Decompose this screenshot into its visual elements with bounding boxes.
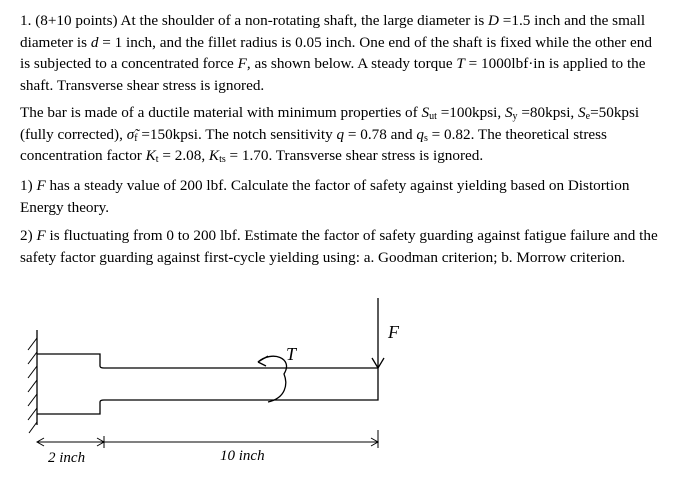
torque-label: T — [286, 344, 297, 364]
sub-ut: ut — [429, 111, 437, 122]
p1-eq-T: = 1000lbf·in is applied to the shaft. Transverse shear stress is ignored. — [20, 55, 646, 94]
shaft-diagram — [0, 290, 675, 477]
var-d: d — [90, 33, 99, 51]
p2-s9: = 1.70. Transverse shear stress is ignored. — [225, 147, 484, 164]
problem-statement — [20, 10, 665, 96]
q1-var-F: F — [36, 177, 46, 194]
torque-arc — [258, 356, 287, 402]
p2-s2: =100kpsi, — [436, 104, 505, 121]
p2-s8: = 2.08, — [158, 147, 209, 164]
dim-small-label: 2 inch — [48, 450, 86, 466]
p2-s5: =150kpsi. The notch sensitivity — [137, 125, 337, 143]
sub-y: y — [512, 111, 518, 122]
var-T: T — [456, 55, 465, 72]
question-1 — [20, 175, 665, 218]
material-properties — [20, 102, 665, 167]
q1-number: 1) — [20, 177, 37, 194]
sym-Kt: K — [145, 147, 156, 164]
p2-s1: The bar is made of a ductile material with minimum properties of — [20, 104, 422, 121]
var-D: D — [488, 12, 499, 29]
fillet-bottom — [100, 400, 104, 402]
q2-var-F: F — [36, 227, 46, 244]
sym-Sy: S — [504, 104, 513, 121]
sym-sigma-f: σ̃ — [126, 125, 135, 143]
p1-eq-D: =1.5 inch and the small diameter is — [20, 12, 646, 51]
shaft-large-section — [37, 354, 100, 414]
sub-f: f — [134, 132, 138, 144]
sym-Kts: K — [208, 147, 220, 164]
q2-text: is fluctuating from 0 to 200 lbf. Estimate the factor of safety guarding against fatigue failure and the safety factor guarding against first-cycle yielding using: a. Goodman criterion; b. Morrow criterion. — [20, 227, 658, 266]
p2-s3: =80kpsi, — [517, 104, 579, 121]
p2-s4: =50kpsi (fully corrected), — [20, 104, 640, 143]
wall-hatching — [28, 338, 37, 433]
var-F: F — [237, 55, 247, 72]
q1-text: has a steady value of 200 lbf. Calculate the factor of safety against yielding based on Distortion Energy theory. — [20, 177, 630, 216]
fillet-top — [100, 366, 104, 368]
p2-s6: = 0.78 and — [344, 125, 417, 143]
sub-e: e — [585, 111, 591, 122]
sub-s: s — [423, 132, 428, 144]
question-2 — [20, 225, 665, 268]
sym-Se: S — [578, 104, 586, 121]
p1-eq-d: = 1 inch, and the fillet radius is 0.05 inch. One end of the shaft is fixed while the other end is subjected to a concentrated force — [20, 33, 652, 72]
sub-ts: ts — [219, 154, 226, 165]
sym-qs: q — [416, 125, 424, 143]
dim-large-label: 10 inch — [220, 448, 265, 464]
sym-Sut: S — [421, 104, 430, 121]
p1-lead: 1. (8+10 points) At the shoulder of a non-rotating shaft, the large diameter is — [20, 12, 489, 29]
force-label: F — [388, 322, 399, 342]
p1-mid: , as shown below. A steady torque — [246, 55, 457, 72]
torque-arrowhead — [258, 356, 268, 366]
p2-s7: = 0.82. The theoretical stress concentration factor — [20, 125, 607, 164]
sym-q: q — [336, 125, 345, 143]
q2-number: 2) — [20, 227, 37, 244]
sub-t: t — [155, 154, 159, 165]
shaft-small-section — [104, 368, 378, 400]
